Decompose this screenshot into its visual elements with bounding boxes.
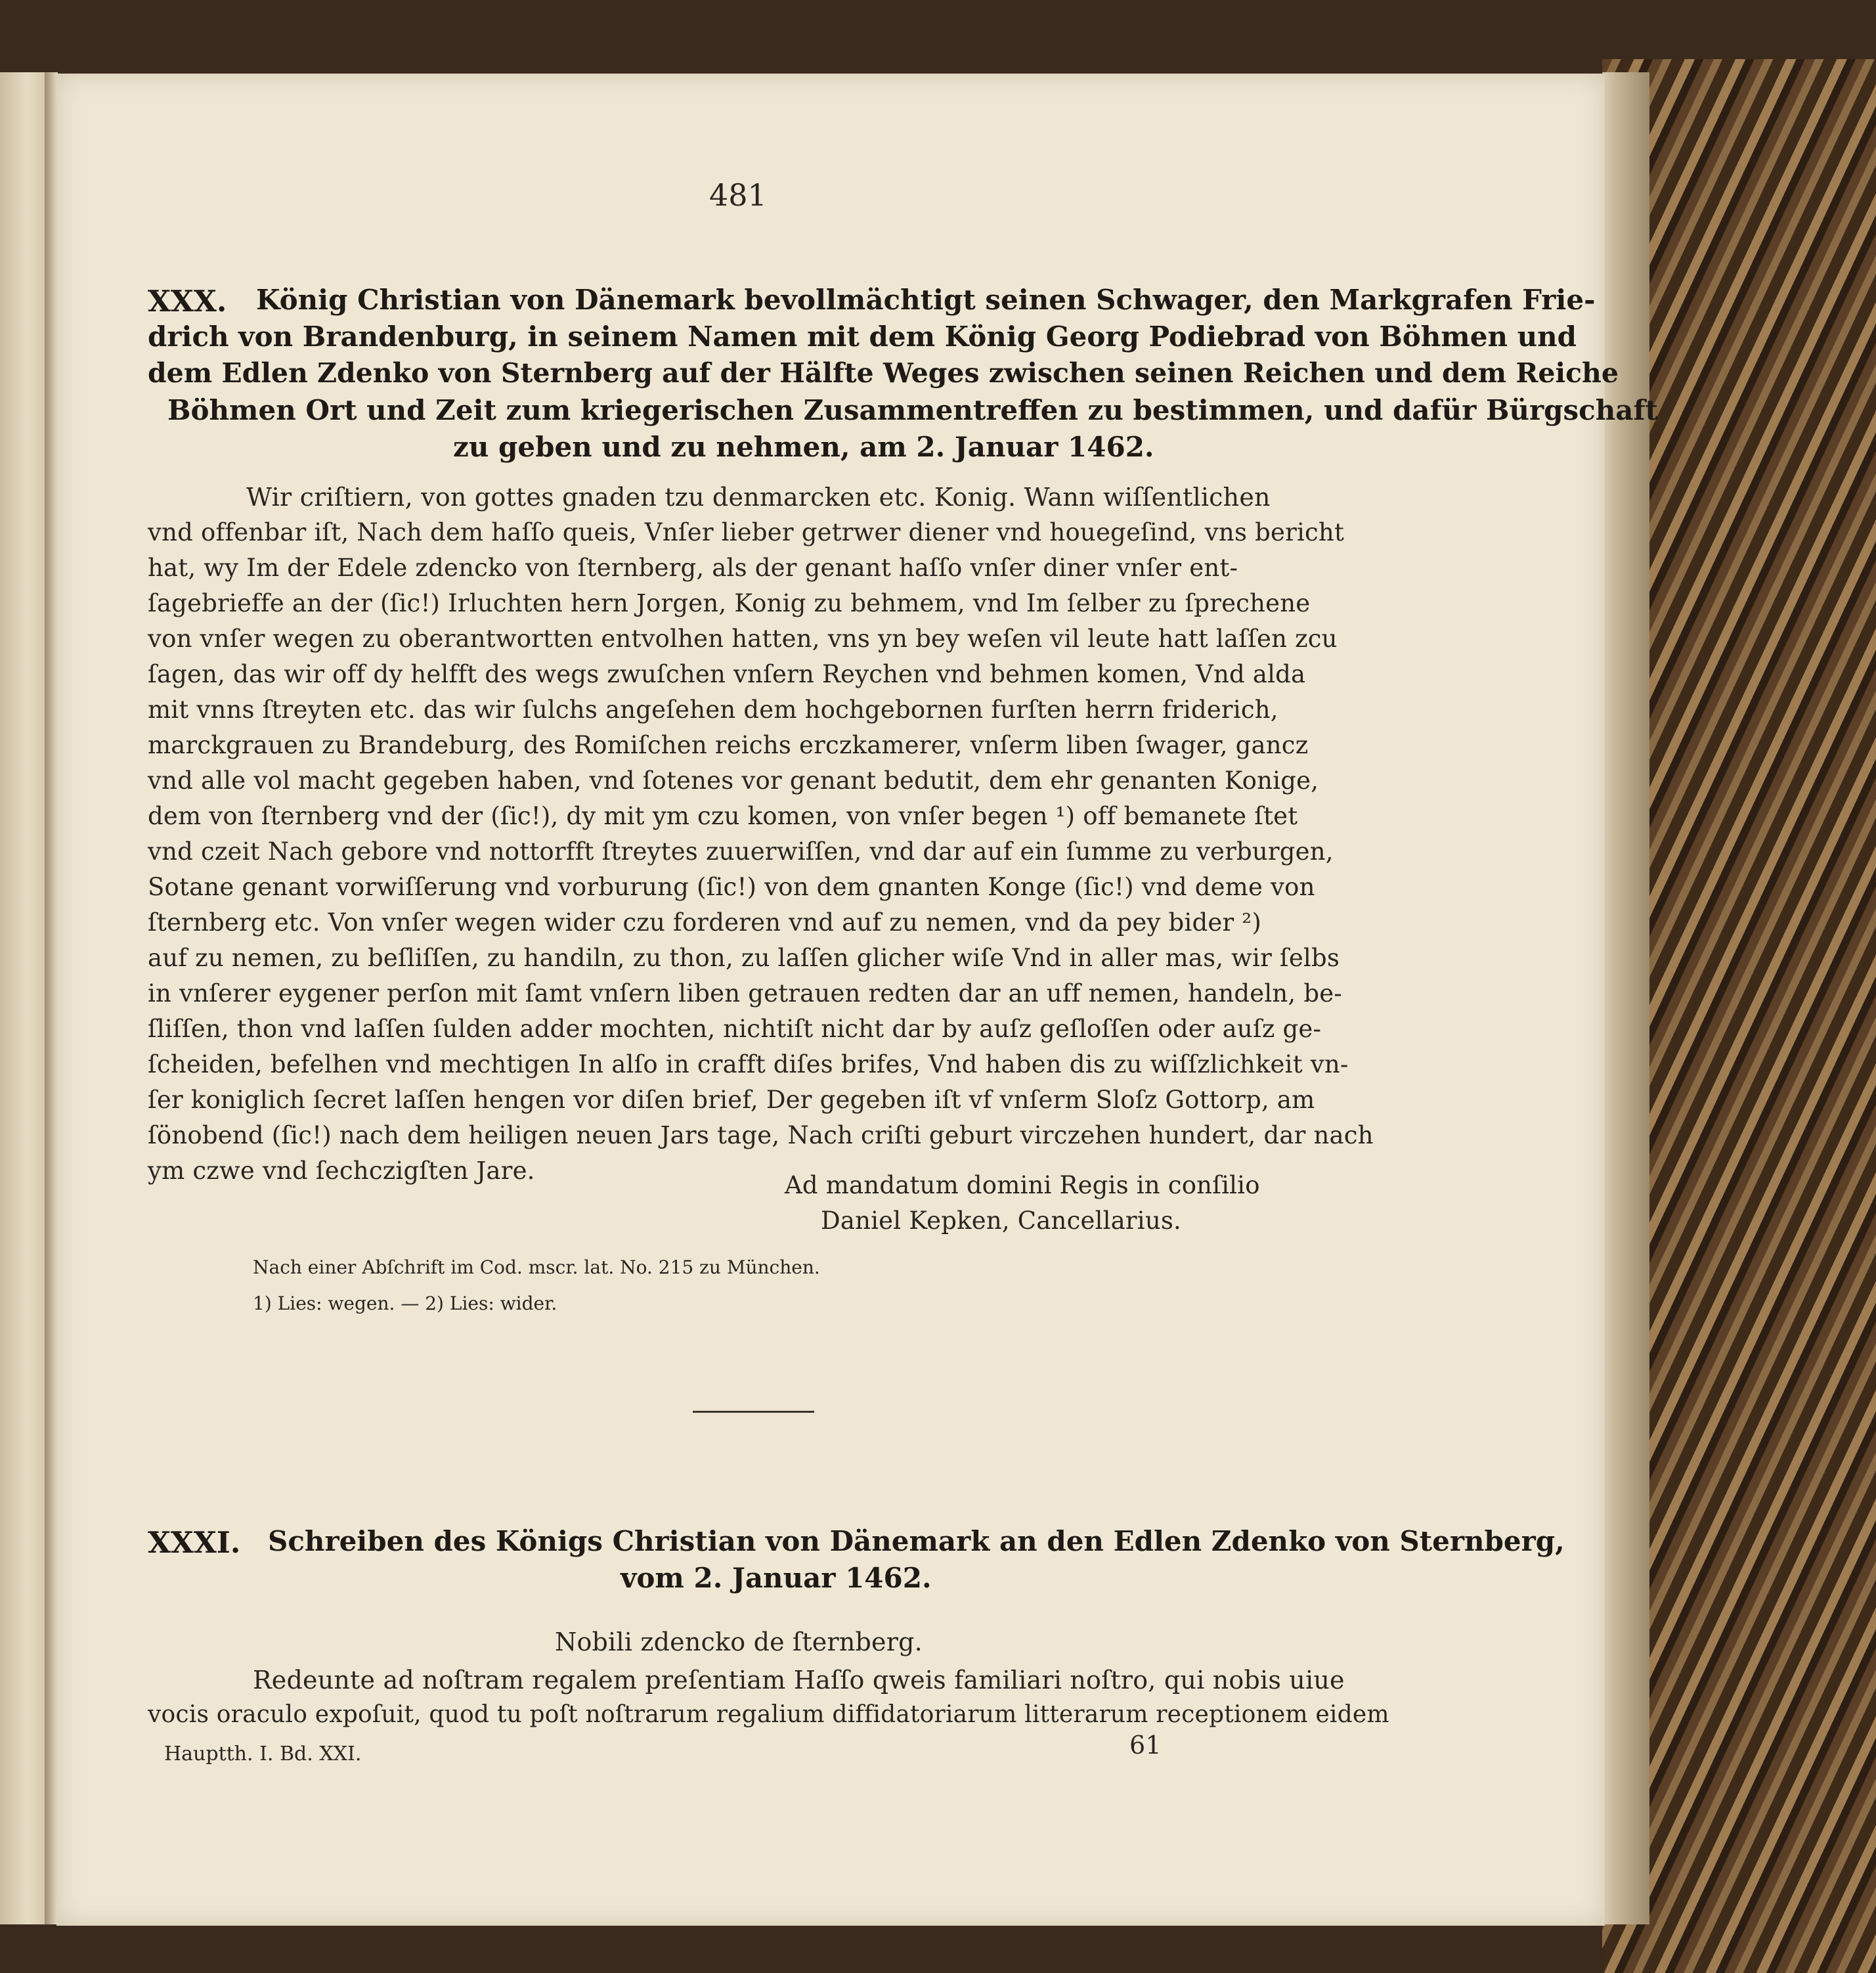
- doc2-title-line: vom 2. Januar 1462.: [621, 1562, 932, 1594]
- doc2-salutation: Nobili zdencko de ſternberg.: [555, 1628, 923, 1656]
- doc2-body-line: vocis oraculo expoſuit, quod tu poſt noſtrarum regalium diffidatoriarum litterarum receptionem eidem: [148, 1701, 1389, 1728]
- doc1-body-line: ſcheiden, befelhen vnd mechtigen In alſo in crafft diſes brifes, Vnd haben dis zu wiſſzlichkeit vn-: [148, 1050, 1349, 1078]
- footer-volume: Hauptth. I. Bd. XXI.: [164, 1742, 362, 1765]
- doc1-body-line: ym czwe vnd ſechczigſten Jare.: [148, 1157, 535, 1185]
- doc1-body-line: ſer koniglich ſecret laſſen hengen vor diſen brief, Der gegeben iſt vf vnſerm Sloſz Gottorp, am: [148, 1086, 1315, 1114]
- doc1-body-line: ſagebrieffe an der (ſic!) Irluchten hern Jorgen, Konig zu behmem, vnd Im ſelber zu ſprechene: [148, 589, 1311, 617]
- doc1-body-line: vnd alle vol macht gegeben haben, vnd ſotenes vor genant bedutit, dem ehr genanten Konige,: [148, 766, 1319, 795]
- doc1-source-note: Nach einer Abſchrift im Cod. mscr. lat. No. 215 zu München.: [253, 1256, 820, 1278]
- doc1-body-line: dem von ſternberg vnd der (ſic!), dy mit ym czu komen, von vnſer begen ¹) off bemanete ſtet: [148, 802, 1298, 830]
- doc1-title-line: drich von Brandenburg, in seinem Namen mit dem König Georg Podiebrad von Böhmen und: [148, 321, 1577, 353]
- doc1-signature-line: Ad mandatum domini Regis in conſilio: [785, 1171, 1260, 1199]
- page-number: 481: [709, 177, 767, 213]
- doc1-title-line: dem Edlen Zdenko von Sternberg auf der Hälfte Weges zwischen seinen Reichen und dem Reiche: [148, 357, 1619, 389]
- doc1-body-line: von vnſer wegen zu oberantwortten entvolhen hatten, vns yn bey weſen vil leute hatt laſſen zcu: [148, 625, 1338, 653]
- doc1-body-line: ſternberg etc. Von vnſer wegen wider czu forderen vnd auf zu nemen, vnd da pey bider ²): [148, 908, 1261, 937]
- section-separator: [693, 1411, 814, 1413]
- doc1-body-line: auf zu nemen, zu beſliſſen, zu handiln, zu thon, zu laſſen glicher wiſe Vnd in aller mas, wir ſelbs: [148, 944, 1340, 972]
- doc1-title-line: zu geben und zu nehmen, am 2. Januar 1462.: [453, 431, 1154, 463]
- left-page-edge: [0, 72, 47, 1924]
- doc1-body-line: Wir criſtiern, von gottes gnaden tzu denmarcken etc. Konig. Wann wiſſentlichen: [246, 483, 1271, 512]
- signature-mark: 61: [1129, 1731, 1162, 1760]
- doc1-body-line: vnd czeit Nach gebore vnd nottorfft ſtreytes zuuerwiſſen, vnd dar auf ein ſumme zu verburgen,: [148, 837, 1334, 866]
- doc1-title-line: Böhmen Ort und Zeit zum kriegerischen Zusammentreffen zu bestimmen, und dafür Bürgschaft: [167, 394, 1658, 426]
- doc2-body-line: Redeunte ad noſtram regalem preſentiam Haſſo qweis familiari noſtro, qui nobis uiue: [253, 1666, 1345, 1695]
- doc1-body-line: Sotane genant vorwiſſerung vnd vorburung (ſic!) von dem gnanten Konge (ſic!) vnd deme von: [148, 873, 1315, 901]
- doc1-numeral: XXX.: [148, 284, 227, 319]
- doc1-body-line: vnd offenbar iſt, Nach dem haſſo queis, Vnſer lieber getrwer diener vnd houegeſind, vns bericht: [148, 518, 1345, 546]
- doc1-body-line: marckgrauen zu Brandeburg, des Romiſchen reichs erczkamerer, vnſerm liben ſwager, gancz: [148, 731, 1309, 759]
- doc1-body-line: ſliſſen, thon vnd laſſen ſulden adder mochten, nichtiſt nicht dar by auſz geſloſſen oder auſz ge-: [148, 1015, 1322, 1043]
- doc1-body-line: hat, wy Im der Edele zdencko von ſternberg, als der genant haſſo vnſer diner vnſer ent-: [148, 554, 1238, 582]
- doc1-signature-line: Daniel Kepken, Cancellarius.: [821, 1207, 1182, 1235]
- book-gutter: [45, 72, 58, 1924]
- doc1-body-line: ſönobend (ſic!) nach dem heiligen neuen Jars tage, Nach criſti geburt virczehen hundert, dar nach: [148, 1121, 1374, 1149]
- page-block-edge: [1602, 72, 1649, 1924]
- doc1-body-line: mit vnns ſtreyten etc. das wir ſulchs angeſehen dem hochgebornen furſten herrn friderich,: [148, 696, 1278, 724]
- doc2-numeral: XXXI.: [148, 1525, 241, 1560]
- doc1-body-line: in vnſerer eygener perſon mit ſamt vnſern liben getrauen redten dar an uff nemen, handeln, be-: [148, 979, 1343, 1008]
- doc1-body-line: ſagen, das wir off dy helfft des wegs zwuſchen vnſern Reychen vnd behmen komen, Vnd alda: [148, 660, 1306, 688]
- doc1-title-line: König Christian von Dänemark bevollmächtigt seinen Schwager, den Markgrafen Frie-: [256, 284, 1596, 316]
- doc2-title-line: Schreiben des Königs Christian von Dänemark an den Edlen Zdenko von Sternberg,: [268, 1525, 1565, 1557]
- doc1-footnotes: 1) Lies: wegen. — 2) Lies: wider.: [253, 1293, 557, 1314]
